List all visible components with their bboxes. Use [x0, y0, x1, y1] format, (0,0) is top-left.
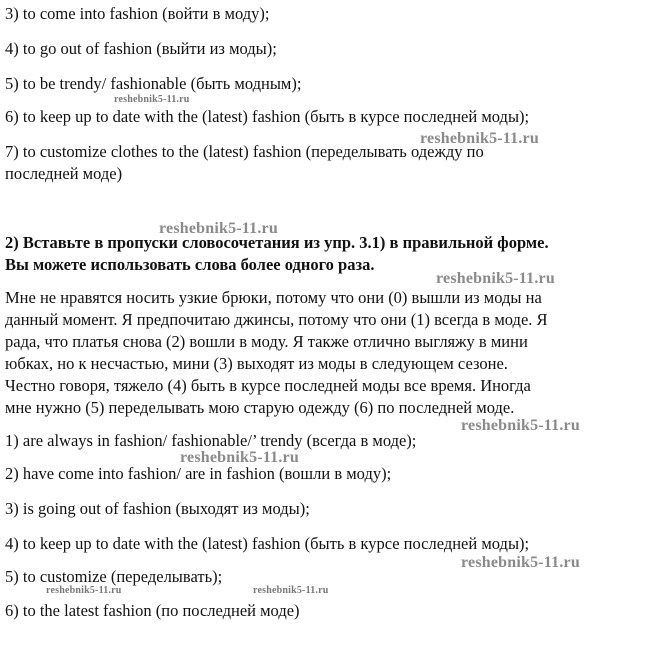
- answer-item: 2) have come into fashion/ are in fashion (вошли в моду);: [5, 464, 392, 483]
- answer-item: 1) are always in fashion/ fashionable/’ trendy (всегда в моде);: [5, 431, 417, 450]
- watermark: reshebnik5-11.ru: [114, 94, 190, 105]
- watermark: reshebnik5-11.ru: [180, 449, 299, 466]
- paragraph-line: Честно говоря, тяжело (4) быть в курсе последней моды все время. Иногда: [5, 376, 531, 395]
- watermark: reshebnik5-11.ru: [461, 417, 580, 434]
- list-item-continuation: последней моде): [5, 164, 123, 183]
- paragraph-line: Мне не нравятся носить узкие брюки, потому что они (0) вышли из моды на: [5, 288, 542, 307]
- answer-item: 3) is going out of fashion (выходят из моды);: [5, 499, 310, 518]
- watermark: reshebnik5-11.ru: [253, 585, 329, 596]
- watermark: reshebnik5-11.ru: [46, 585, 122, 596]
- paragraph-line: данный момент. Я предпочитаю джинсы, потому что они (1) всегда в моде. Я: [5, 310, 548, 329]
- list-item: 5) to be trendy/ fashionable (быть модным);: [5, 74, 302, 93]
- watermark: reshebnik5-11.ru: [436, 270, 555, 287]
- task-heading-line-2: Вы можете использовать слова более одного раза.: [5, 255, 375, 274]
- watermark: reshebnik5-11.ru: [461, 554, 580, 571]
- paragraph-line: юбках, но к несчастью, мини (3) выходят из моды в следующем сезоне.: [5, 354, 508, 373]
- watermark: reshebnik5-11.ru: [159, 220, 278, 237]
- list-item: 3) to come into fashion (войти в моду);: [5, 4, 270, 23]
- paragraph-line: мне нужно (5) переделывать мою старую одежду (6) по последней моде.: [5, 398, 515, 417]
- watermark: reshebnik5-11.ru: [420, 130, 539, 147]
- list-item: 6) to keep up to date with the (latest) fashion (быть в курсе последней моды);: [5, 107, 530, 126]
- answer-item: 5) to customize (переделывать);: [5, 567, 223, 586]
- paragraph-line: рада, что платья снова (2) вошли в моду. Я также отлично выгляжу в мини: [5, 332, 528, 351]
- answer-item: 4) to keep up to date with the (latest) fashion (быть в курсе последней моды);: [5, 534, 530, 553]
- list-item: 7) to customize clothes to the (latest) fashion (переделывать одежду по: [5, 142, 484, 161]
- task-heading-line-1: 2) Вставьте в пропуски словосочетания из упр. 3.1) в правильной форме.: [5, 233, 549, 252]
- answer-item: 6) to the latest fashion (по последней моде): [5, 601, 300, 620]
- list-item: 4) to go out of fashion (выйти из моды);: [5, 39, 277, 58]
